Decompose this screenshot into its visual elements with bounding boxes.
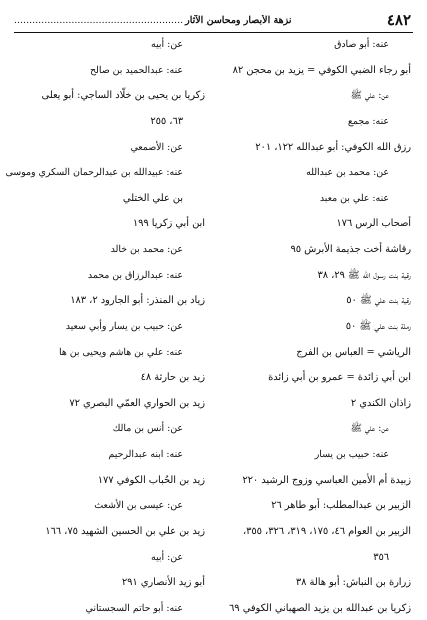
index-column-right bbox=[220, 38, 411, 616]
index-entry: رملة بنت علي ﷺ ٥٠ bbox=[345, 320, 411, 332]
index-continuation: ٣٥٦ bbox=[373, 551, 389, 563]
index-subentry: عنه: عبدالحميد بن صالح bbox=[89, 64, 183, 76]
running-title: نزهة الأبصار ومحاسن الآثار bbox=[185, 14, 292, 26]
index-subentry: عن: عيسى بن الأشعث bbox=[94, 500, 183, 512]
index-subentry: عنه: ابنه عبدالرحيم bbox=[108, 449, 183, 460]
index-column-left bbox=[5, 38, 205, 616]
index-entry: الزبير بن العوام ٤٦، ١٧٥، ٣١٩، ٣٢٦، ٣٥٥، bbox=[242, 525, 411, 537]
index-entry: أصحاب الرس ١٧٦ bbox=[336, 218, 411, 230]
index-subentry: عنه: أبو صادق bbox=[334, 39, 389, 50]
index-subentry: عنه: علي بن معبد bbox=[319, 192, 389, 204]
index-entry: ابن أبي زكريا ١٩٩ bbox=[132, 218, 205, 230]
index-entry: زرارة بن النباش: أبو هالة ٣٨ bbox=[295, 577, 411, 589]
index-entry: زيد بن حارثة ٤٨ bbox=[140, 372, 205, 384]
index-entry: زكريا بن عبدالله بن يزيد الصهباني الكوفي ٦٩ bbox=[229, 602, 411, 614]
index-subentry: عن: علي ﷺ bbox=[350, 423, 389, 435]
index-subentry: عنه: عبدالرزاق بن محمد bbox=[87, 269, 183, 281]
index-entry: رقية بنت علي ﷺ ٥٠ bbox=[346, 295, 411, 307]
index-entry: زيد بن علي بن الحسين الشهيد ٧٥، ١٦٦ bbox=[45, 525, 205, 537]
index-subentry: عنه: علي بن هاشم ويحيى بن ها bbox=[58, 346, 183, 358]
index-subentry: عن: أنس بن مالك bbox=[112, 423, 183, 435]
index-subentry: عن: محمد بن عبدالله bbox=[306, 167, 389, 179]
index-subentry: عنه: مجمع bbox=[347, 115, 389, 127]
index-subentry: عن: أبيه bbox=[151, 39, 183, 50]
index-subentry: عن: حبيب بن يسار وأبي سعيد bbox=[65, 320, 183, 332]
index-subentry: عن: الأصمعي bbox=[130, 141, 183, 153]
index-entry: ابن أبي زائدة = عمرو بن أبي زائدة bbox=[268, 372, 411, 384]
page-number: ٤٨٢ bbox=[386, 11, 411, 29]
index-subentry: عن: علي ﷺ bbox=[350, 90, 389, 102]
index-entry: رقاشة أخت جذيمة الأبرش ٩٥ bbox=[290, 244, 411, 255]
index-subentry: عن: محمد بن خالد bbox=[110, 244, 183, 255]
leader-dots: ........................................................ bbox=[14, 14, 184, 26]
index-entry: أبو زيد الأنصاري ٢٩١ bbox=[121, 577, 205, 589]
index-entry: زيد بن الحُباب الكوفي ١٧٧ bbox=[97, 474, 205, 486]
index-entry: الزبير بن عبدالمطلب: أبو طاهر ٢٦ bbox=[271, 500, 411, 512]
running-title-line bbox=[14, 15, 292, 26]
header-rule bbox=[14, 32, 413, 33]
index-entry: زاذان الكندي ٢ bbox=[350, 397, 411, 409]
index-continuation: بن علي الختلي bbox=[122, 192, 183, 204]
page-header bbox=[14, 8, 411, 32]
index-entry: زبيدة أم الأمين العباسي وزوج الرشيد ٢٢٠ bbox=[242, 474, 411, 486]
index-subentry: عن: أبيه bbox=[151, 551, 183, 563]
index-entry: زياد بن المنذر: أبو الجارود ٢، ١٨٣ bbox=[70, 295, 205, 307]
index-subentry: عنه: حبيب بن يسار bbox=[314, 449, 389, 460]
index-entry: الرياشي = العباس بن الفرج bbox=[296, 346, 411, 358]
index-subentry: عنه: أبو حاتم السجستاني bbox=[85, 602, 183, 614]
index-entry: رزق الله الكوفي: أبو عبدالله ١٢٢، ٢٠١ bbox=[255, 141, 411, 153]
index-entry: زيد بن الحواري العمّي البصري ٧٢ bbox=[69, 397, 205, 409]
index-subentry: عنه: عبيدالله بن عبدالرحمان السكري وموسى bbox=[5, 167, 183, 179]
index-entry: أبو رجاء الضبي الكوفي = يزيد بن محجن ٨٢ bbox=[232, 64, 411, 76]
index-entry: زكريا بن يحيى بن خلّاد الساجي: أبو يعلى bbox=[41, 90, 205, 102]
index-continuation: ٦٣، ٢٥٥ bbox=[150, 115, 183, 127]
index-entry: رقية بنت رسول الله ﷺ ٢٩، ٣٨ bbox=[317, 269, 411, 281]
